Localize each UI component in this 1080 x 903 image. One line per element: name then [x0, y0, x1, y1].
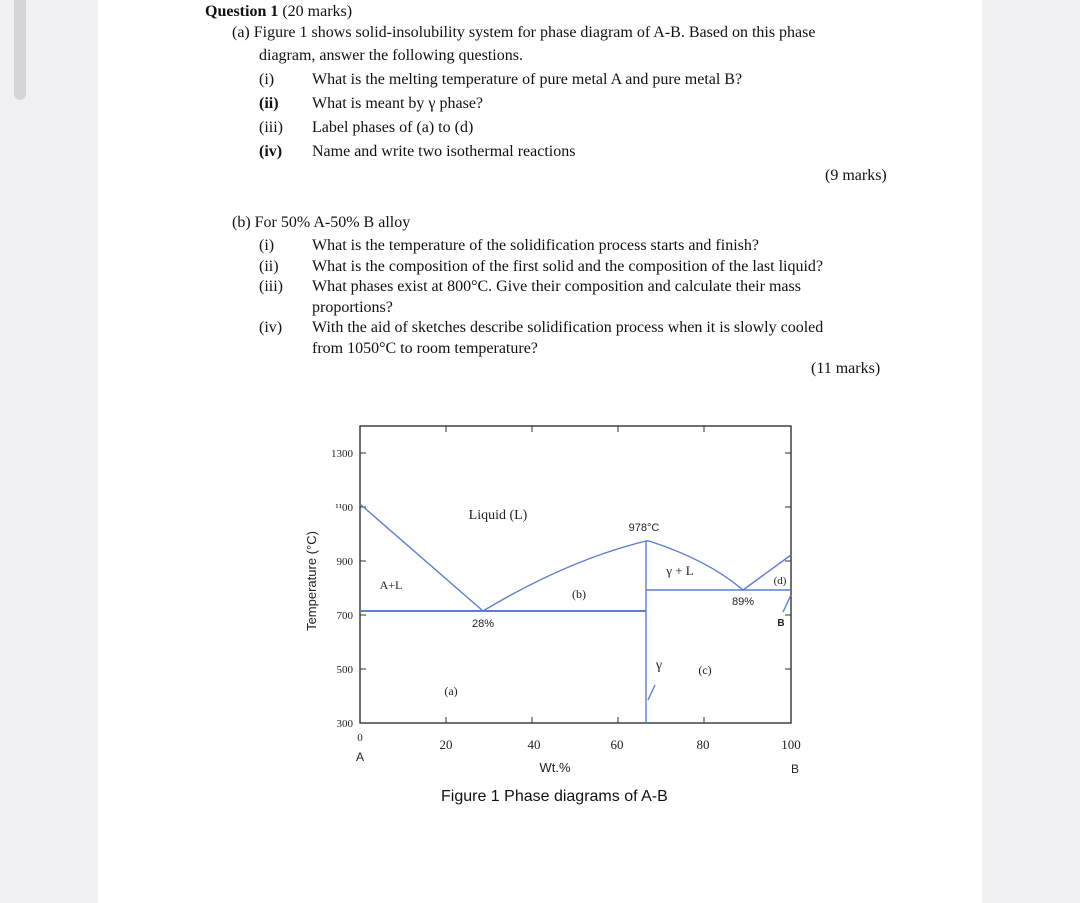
x-tick-label: 20: [439, 737, 453, 752]
liquidus-gamma-falling: [649, 541, 743, 590]
part-a-num-1: (i): [259, 71, 275, 88]
x-tick-label: 80: [696, 737, 710, 752]
x-tick-label: 0: [357, 732, 363, 744]
part-a-item-2: What is meant by γ phase?: [312, 95, 484, 112]
part-a-num-3: (iii): [259, 119, 283, 136]
part-b-num-2: (ii): [259, 258, 279, 275]
liquidus-gamma-rising: [483, 541, 649, 611]
part-a-num-2: (ii): [259, 95, 279, 112]
scroll-handle[interactable]: [14, 0, 26, 100]
x-tick-label: 100: [781, 737, 801, 752]
label-b: (b): [572, 587, 586, 601]
label-d: (d): [773, 575, 787, 587]
y-tick-label: ¹¹00: [335, 502, 353, 514]
part-a-intro: (a) Figure 1 shows solid-insolubility system for phase diagram of A-B. Based on this phase: [232, 24, 816, 41]
part-b-marks: (11 marks): [811, 360, 881, 377]
y-tick-label: 900: [336, 556, 353, 568]
x-tick-label: 60: [610, 737, 624, 752]
label-c: (c): [698, 663, 712, 677]
part-a-item-4: Name and write two isothermal reactions: [312, 143, 576, 160]
x-tick-label: 40: [527, 737, 541, 752]
part-a-marks: (9 marks): [825, 167, 887, 184]
part-b-num-1: (i): [259, 237, 275, 254]
part-b-item-4-cont: from 1050°C to room temperature?: [312, 340, 538, 357]
b-boundary: [783, 595, 791, 612]
part-b-num-3: (iii): [259, 278, 283, 295]
label-gamma-l: γ + L: [666, 563, 694, 578]
part-a-intro-2: diagram, answer the following questions.: [259, 47, 523, 64]
y-tick-label: 700: [336, 610, 353, 622]
label-gamma: γ: [655, 658, 663, 673]
part-b-num-4: (iv): [259, 319, 283, 336]
label-b-corner: B: [777, 618, 785, 629]
figure-caption: Figure 1 Phase diagrams of A-B: [441, 788, 668, 805]
y-tick-label: 500: [336, 664, 353, 676]
question-marks: (20 marks): [282, 3, 353, 20]
label-a: (a): [444, 684, 458, 698]
label-eutectic-1: 28%: [471, 618, 495, 630]
label-a-l: A+L: [379, 578, 403, 592]
gamma-boundary: [648, 685, 655, 700]
part-b-item-1: What is the temperature of the solidification process starts and finish?: [312, 237, 759, 254]
part-b-item-2: What is the composition of the first solid and the composition of the last liquid?: [312, 258, 824, 275]
question-title: Question 1: [205, 3, 279, 20]
phase-diagram: [98, 0, 982, 903]
end-label-a: A: [355, 750, 365, 764]
y-tick-label: 300: [336, 718, 353, 730]
end-label-b: B: [790, 762, 800, 776]
part-b-intro: (b) For 50% A-50% B alloy: [232, 214, 411, 231]
liquidus-a-side: [360, 504, 483, 611]
part-a-item-1: What is the melting temperature of pure metal A and pure metal B?: [312, 71, 743, 88]
document-page: [98, 0, 982, 903]
y-axis-title: Temperature (°C): [304, 531, 319, 631]
part-a-item-3: Label phases of (a) to (d): [312, 119, 474, 136]
label-eutectic-2: 89%: [731, 596, 755, 608]
part-b-item-3: What phases exist at 800°C. Give their composition and calculate their mass: [312, 278, 801, 295]
part-b-item-4: With the aid of sketches describe solidification process when it is slowly cooled: [312, 319, 824, 336]
plot-frame: [360, 426, 791, 723]
part-a-num-4: (iv): [259, 143, 283, 160]
part-b-item-3-cont: proportions?: [312, 299, 393, 316]
label-liquid: Liquid (L): [468, 508, 528, 523]
x-axis-title: Wt.%: [539, 760, 571, 775]
y-tick-label: 1300: [331, 448, 353, 460]
label-eutectic-temp: 978°C: [628, 522, 660, 534]
